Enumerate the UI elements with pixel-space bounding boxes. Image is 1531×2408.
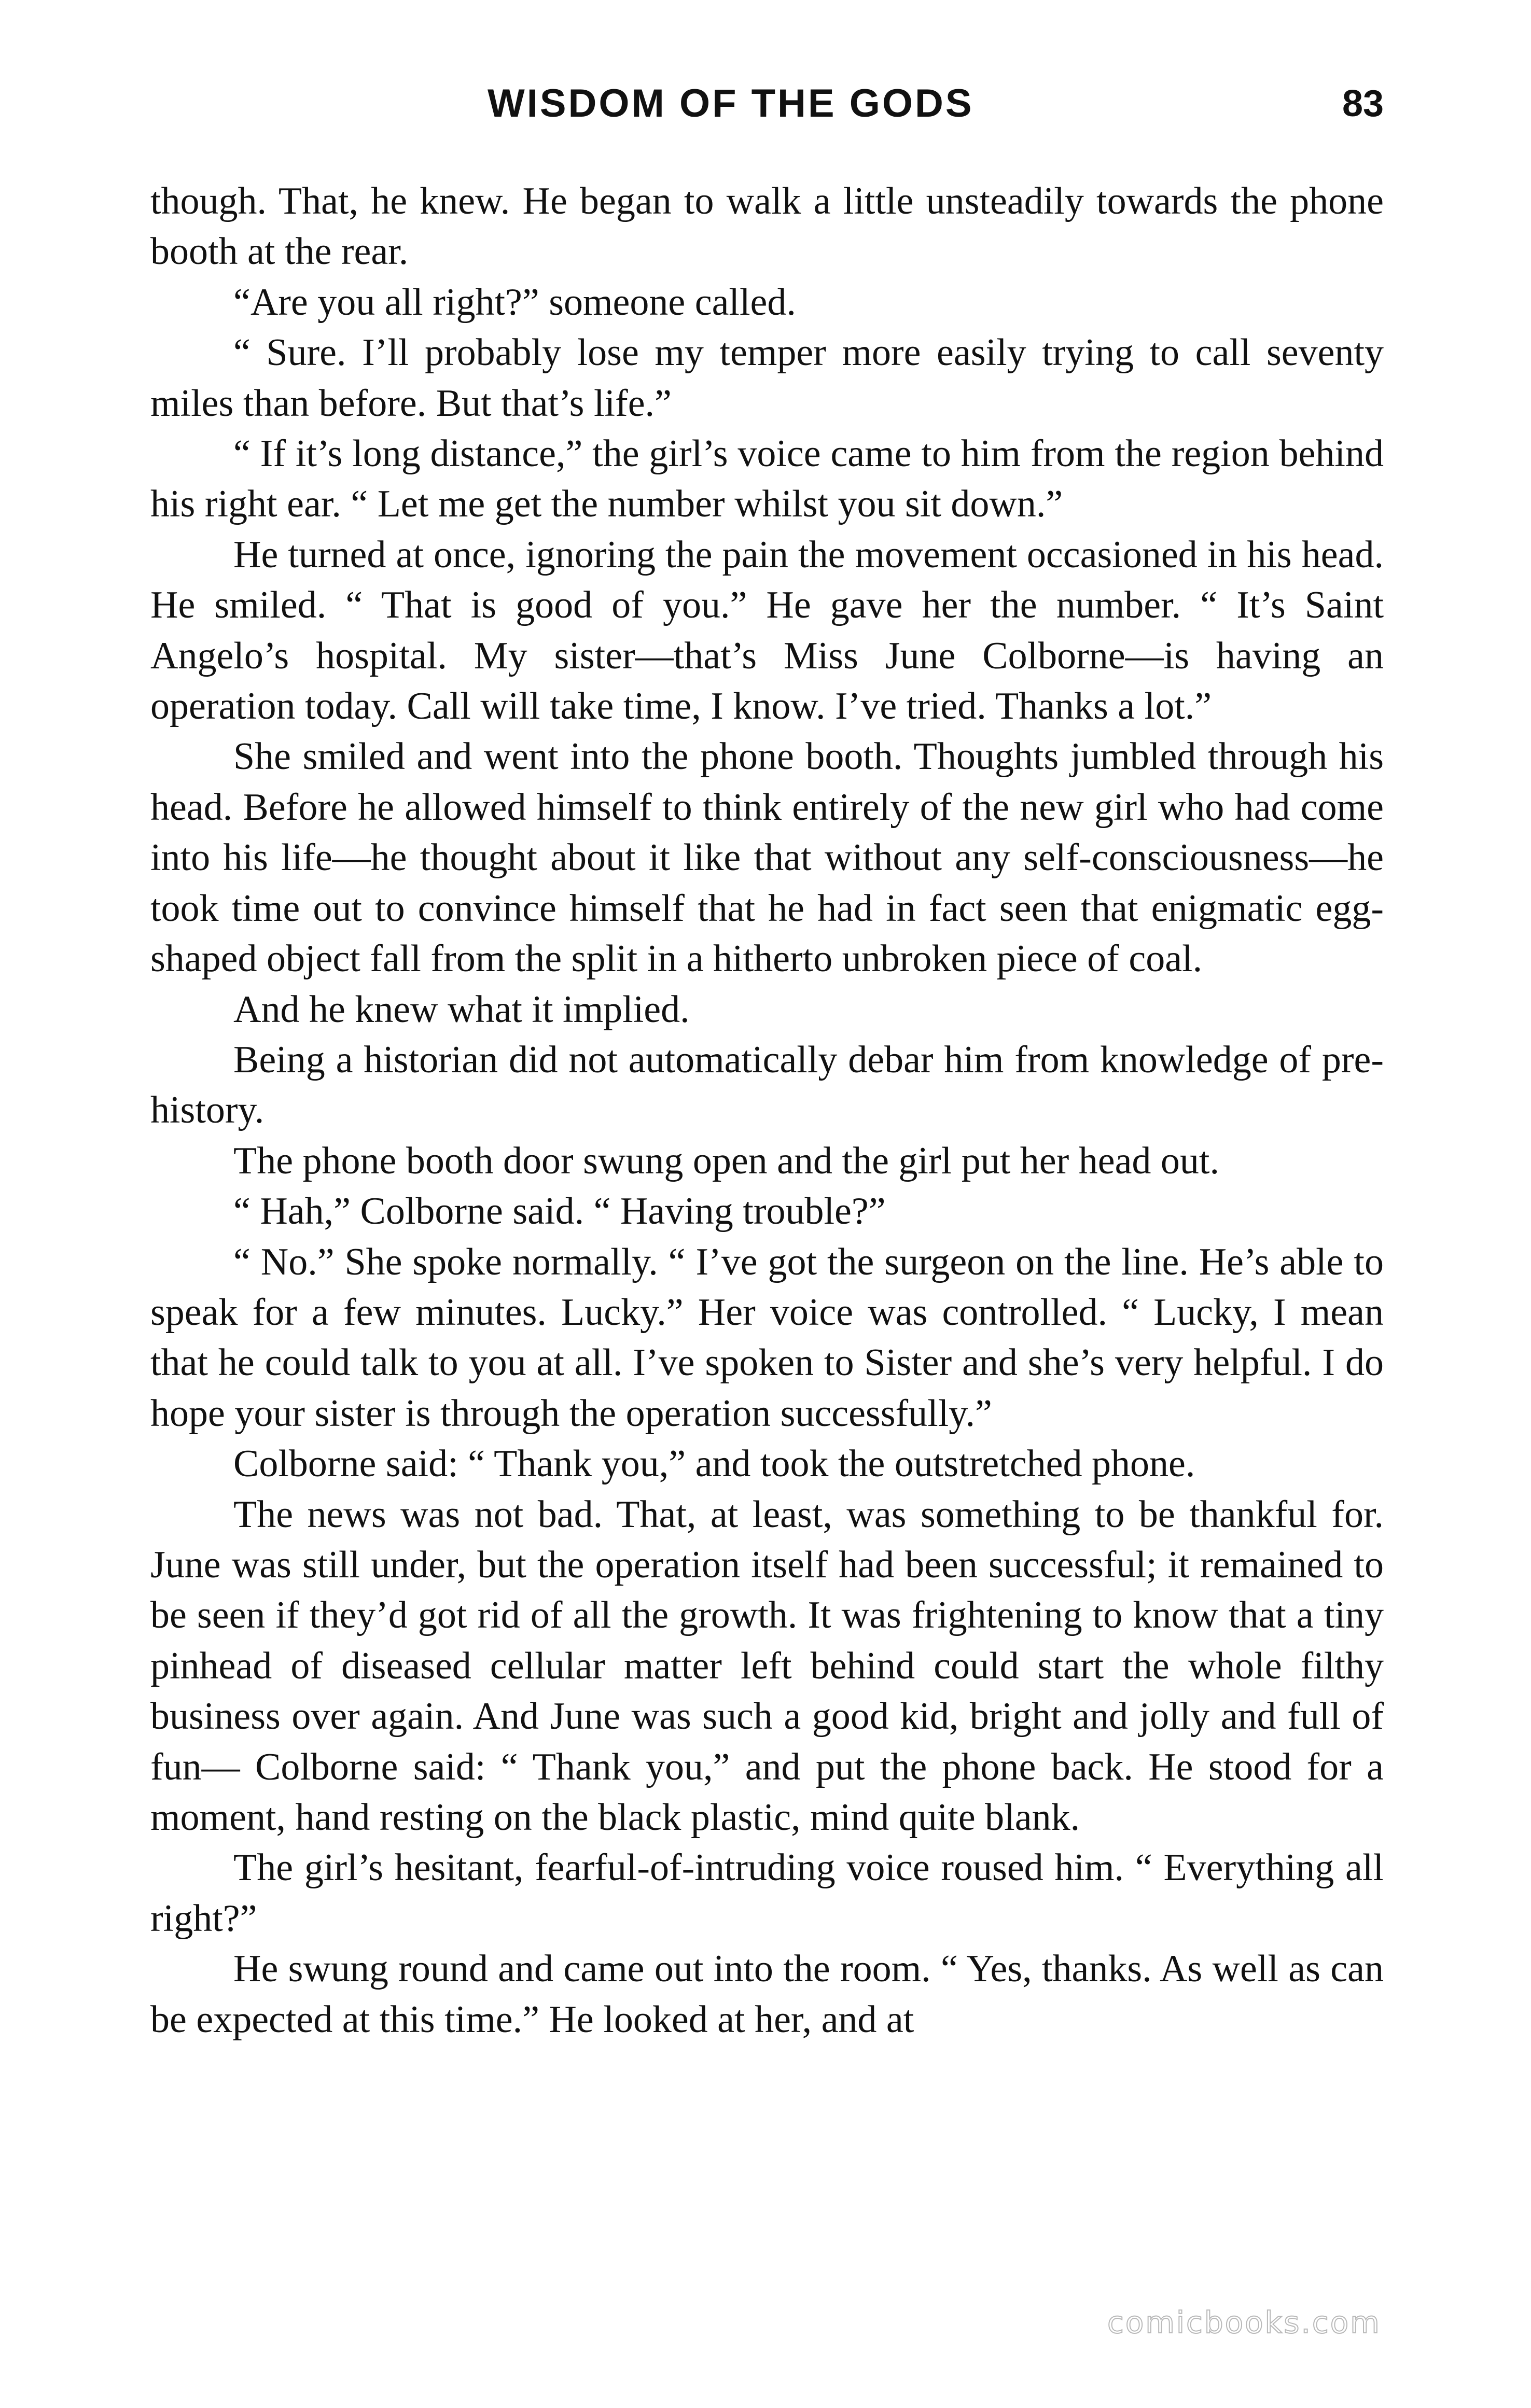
- paragraph: “ Sure. I’ll probably lose my temper more easily trying to call seventy miles than before. But that’s life.”: [150, 331, 1384, 425]
- running-title: WISDOM OF THE GODS: [488, 81, 974, 125]
- paragraph: He swung round and came out into the room. “ Yes, thanks. As well as can be expected at this time.” He looked at her, and at: [150, 1948, 1384, 2041]
- paragraph: And he knew what it implied.: [233, 988, 690, 1031]
- body-text: [150, 176, 1384, 2045]
- paragraph: though. That, he knew. He began to walk a little unsteadily towards the phone booth at the rear.: [150, 180, 1384, 273]
- paragraph: “ Hah,” Colborne said. “ Having trouble?”: [233, 1190, 886, 1233]
- paragraph: The girl’s hesitant, fearful-of-intruding voice roused him. “ Everything all right?”: [150, 1846, 1384, 1940]
- paragraph: “ If it’s long distance,” the girl’s voice came to him from the region behind his right ear. “ Let me get the number whilst you sit down.”: [150, 432, 1384, 526]
- watermark: comicbooks.com: [1107, 2305, 1381, 2340]
- paragraph: She smiled and went into the phone booth. Thoughts jumbled through his head. Before he allowed himself to think entirely of the new girl who had come into his life—he thought about it like that without any self-consciousness—he took time out to convince himself that he had in fact seen that enigmatic egg-shaped object fall from the split in a hitherto unbroken piece of coal.: [150, 735, 1384, 981]
- paragraph: He turned at once, ignoring the pain the movement occasioned in his head. He smiled. “ That is good of you.” He gave her the number. “ It’s Saint Angelo’s hospital. My sister—that’s Miss June Colborne—is having an operation today. Call will take time, I know. I’ve tried. Thanks a lot.”: [150, 533, 1384, 728]
- page-number: 83: [1342, 83, 1384, 124]
- running-header: [0, 78, 1531, 130]
- paragraph: “ No.” She spoke normally. “ I’ve got the surgeon on the line. He’s able to speak for a few minutes. Lucky.” Her voice was controlled. “ Lucky, I mean that he could talk to you at all. I’ve spoken to Sister and she’s very helpful. I do hope your sister is through the operation successfully.”: [150, 1240, 1384, 1435]
- paragraph: Being a historian did not automatically debar him from knowledge of pre-history.: [150, 1038, 1384, 1132]
- paragraph: Colborne said: “ Thank you,” and took the outstretched phone.: [233, 1443, 1195, 1486]
- paragraph: The phone booth door swung open and the girl put her head out.: [233, 1139, 1219, 1182]
- paragraph: The news was not bad. That, at least, was something to be thankful for. June was still under, but the operation itself had been successful; it remained to be seen if they’d got rid of all the growth. It was frightening to know that a tiny pinhead of diseased cellular matter left behind could start the whole filthy business over again. And June was such a good kid, bright and jolly and full of fun— Colborne said: “ Thank you,” and put the phone back. He stood for a moment, hand resting on the black plastic, mind quite blank.: [150, 1493, 1384, 1839]
- paragraph: “Are you all right?” someone called.: [233, 281, 796, 324]
